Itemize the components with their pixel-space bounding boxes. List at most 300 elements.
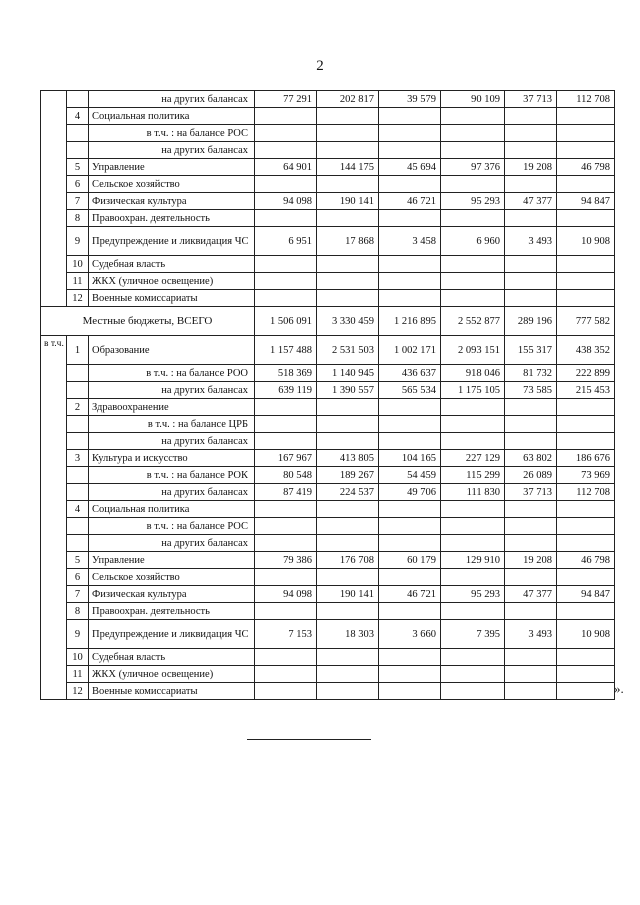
value-cell: 94 847 [557,586,615,603]
value-cell [557,108,615,125]
value-cell [441,142,505,159]
budget-table [40,90,615,700]
row-number: 12 [67,683,89,700]
value-cell: 190 141 [317,586,379,603]
value-cell: 80 548 [255,467,317,484]
value-cell [255,416,317,433]
value-cell: 1 390 557 [317,382,379,399]
value-cell [317,569,379,586]
value-cell: 1 002 171 [379,336,441,365]
value-cell [317,416,379,433]
row-label: на других балансах [89,535,255,552]
value-cell: 111 830 [441,484,505,501]
value-cell [255,603,317,620]
value-cell [505,125,557,142]
value-cell [505,142,557,159]
row-number: 7 [67,193,89,210]
value-cell: 186 676 [557,450,615,467]
row-label: в т.ч. : на балансе РОС [89,518,255,535]
value-cell: 19 208 [505,552,557,569]
value-cell [317,399,379,416]
value-cell: 565 534 [379,382,441,399]
row-number [67,484,89,501]
row-number: 5 [67,552,89,569]
value-cell [317,535,379,552]
value-cell: 94 098 [255,193,317,210]
value-cell [441,399,505,416]
value-cell [255,501,317,518]
value-cell [505,603,557,620]
value-cell [317,176,379,193]
table-row [41,603,615,620]
table-row [41,125,615,142]
value-cell: 97 376 [441,159,505,176]
value-cell: 37 713 [505,484,557,501]
table-row [41,666,615,683]
value-cell [557,666,615,683]
table-row [41,108,615,125]
table-row [41,552,615,569]
table-row [41,433,615,450]
value-cell: 79 386 [255,552,317,569]
value-cell [379,569,441,586]
value-cell [557,683,615,700]
value-cell [505,649,557,666]
value-cell: 46 721 [379,586,441,603]
row-label: Предупреждение и ликвидация ЧС [89,227,255,256]
end-divider-line [247,739,371,740]
value-cell: 73 969 [557,467,615,484]
table-row [41,227,615,256]
row-label: Военные комиссариаты [89,290,255,307]
row-label: Физическая культура [89,586,255,603]
value-cell: 222 899 [557,365,615,382]
value-cell [255,683,317,700]
value-cell: 215 453 [557,382,615,399]
value-cell [379,683,441,700]
value-cell [379,603,441,620]
value-cell [317,433,379,450]
table-row [41,620,615,649]
value-cell [441,683,505,700]
value-cell: 94 847 [557,193,615,210]
value-cell: 7 153 [255,620,317,649]
value-cell [441,256,505,273]
value-cell [379,256,441,273]
row-number [67,416,89,433]
row-label: на других балансах [89,484,255,501]
row-label: ЖКХ (уличное освещение) [89,666,255,683]
value-cell: 60 179 [379,552,441,569]
row-number: 1 [67,336,89,365]
value-cell: 190 141 [317,193,379,210]
table-row [41,176,615,193]
value-cell [505,416,557,433]
value-cell [441,433,505,450]
row-label: Судебная власть [89,649,255,666]
row-number: 10 [67,649,89,666]
value-cell [379,273,441,290]
value-cell: 47 377 [505,586,557,603]
value-cell: 63 802 [505,450,557,467]
row-label: Предупреждение и ликвидация ЧС [89,620,255,649]
row-label: Правоохран. деятельность [89,603,255,620]
value-cell: 436 637 [379,365,441,382]
value-cell [441,108,505,125]
value-cell: 7 395 [441,620,505,649]
value-cell [317,142,379,159]
row-label: Образование [89,336,255,365]
value-cell: 144 175 [317,159,379,176]
value-cell: 46 798 [557,159,615,176]
row-label: на других балансах [89,433,255,450]
table-row [41,416,615,433]
value-cell [557,273,615,290]
row-number [67,382,89,399]
value-cell [505,501,557,518]
row-number: 8 [67,603,89,620]
table-row [41,365,615,382]
value-cell: 73 585 [505,382,557,399]
value-cell: 104 165 [379,450,441,467]
row-number: 7 [67,586,89,603]
table-row [41,501,615,518]
value-cell: 18 303 [317,620,379,649]
value-cell [505,399,557,416]
row-label: Социальная политика [89,108,255,125]
value-cell: 90 109 [441,91,505,108]
row-label: в т.ч. : на балансе РОС [89,125,255,142]
row-label: в т.ч. : на балансе ЦРБ [89,416,255,433]
row-label: ЖКХ (уличное освещение) [89,273,255,290]
value-cell [505,210,557,227]
value-cell [379,125,441,142]
table-row [41,290,615,307]
value-cell [255,108,317,125]
table-row [41,399,615,416]
row-number: 11 [67,273,89,290]
value-cell: 639 119 [255,382,317,399]
value-cell [255,399,317,416]
table-row [41,450,615,467]
value-cell: 46 721 [379,193,441,210]
value-cell: 26 089 [505,467,557,484]
table-row [41,193,615,210]
value-cell: 6 960 [441,227,505,256]
table-row [41,273,615,290]
row-label: Военные комиссариаты [89,683,255,700]
row-number: 8 [67,210,89,227]
table-row [41,91,615,108]
value-cell [441,416,505,433]
row-number: 11 [67,666,89,683]
value-cell [505,433,557,450]
row-number [67,467,89,484]
table-row [41,535,615,552]
value-cell [441,569,505,586]
table-row [41,256,615,273]
value-cell [255,273,317,290]
value-cell: 49 706 [379,484,441,501]
value-cell [505,518,557,535]
value-cell [255,176,317,193]
value-cell [557,125,615,142]
row-number [67,535,89,552]
value-cell [441,649,505,666]
value-cell [255,518,317,535]
value-cell: 129 910 [441,552,505,569]
value-cell: 1 175 105 [441,382,505,399]
section-cell-top [41,91,67,307]
value-cell [505,108,557,125]
value-cell: 10 908 [557,227,615,256]
value-cell: 87 419 [255,484,317,501]
value-cell: 17 868 [317,227,379,256]
value-cell: 202 817 [317,91,379,108]
value-cell [255,142,317,159]
value-cell [441,176,505,193]
value-cell [255,666,317,683]
value-cell [505,569,557,586]
row-label: на других балансах [89,142,255,159]
value-cell: 413 805 [317,450,379,467]
value-cell [255,535,317,552]
value-cell: 227 129 [441,450,505,467]
value-cell: 2 093 151 [441,336,505,365]
value-cell [557,290,615,307]
total-value: 1 506 091 [255,307,317,336]
value-cell [379,518,441,535]
value-cell: 1 157 488 [255,336,317,365]
value-cell [255,649,317,666]
row-number: 9 [67,227,89,256]
value-cell: 54 459 [379,467,441,484]
row-label: Управление [89,552,255,569]
row-label: Правоохран. деятельность [89,210,255,227]
value-cell [317,108,379,125]
value-cell [255,256,317,273]
row-label: Физическая культура [89,193,255,210]
value-cell [317,210,379,227]
value-cell [505,176,557,193]
value-cell [505,290,557,307]
row-number [67,91,89,108]
value-cell: 918 046 [441,365,505,382]
total-row [41,307,615,336]
value-cell [441,210,505,227]
table-row [41,586,615,603]
row-number: 4 [67,108,89,125]
value-cell [379,399,441,416]
row-number: 2 [67,399,89,416]
total-value: 1 216 895 [379,307,441,336]
value-cell [505,666,557,683]
row-number: 6 [67,176,89,193]
value-cell [379,290,441,307]
value-cell: 95 293 [441,193,505,210]
value-cell: 3 660 [379,620,441,649]
value-cell [441,125,505,142]
value-cell [379,501,441,518]
value-cell [379,416,441,433]
row-label: Сельское хозяйство [89,176,255,193]
table-row [41,210,615,227]
row-label: на других балансах [89,91,255,108]
row-number: 12 [67,290,89,307]
value-cell [441,501,505,518]
value-cell [557,501,615,518]
value-cell: 1 140 945 [317,365,379,382]
value-cell [505,273,557,290]
value-cell: 518 369 [255,365,317,382]
value-cell: 77 291 [255,91,317,108]
value-cell [317,125,379,142]
row-label: Судебная власть [89,256,255,273]
value-cell [255,290,317,307]
row-label: Управление [89,159,255,176]
value-cell [317,649,379,666]
value-cell [255,569,317,586]
value-cell: 3 493 [505,620,557,649]
value-cell [557,210,615,227]
value-cell [317,518,379,535]
value-cell [505,256,557,273]
value-cell [379,666,441,683]
value-cell: 115 299 [441,467,505,484]
value-cell [317,290,379,307]
total-value: 3 330 459 [317,307,379,336]
row-label: на других балансах [89,382,255,399]
value-cell: 155 317 [505,336,557,365]
value-cell [557,518,615,535]
value-cell [317,666,379,683]
page-number: 2 [316,58,324,74]
value-cell [557,142,615,159]
value-cell [317,256,379,273]
value-cell [379,142,441,159]
value-cell: 45 694 [379,159,441,176]
row-number: 4 [67,501,89,518]
row-label: Здравоохранение [89,399,255,416]
value-cell [557,256,615,273]
table-row [41,484,615,501]
row-number [67,365,89,382]
value-cell [379,176,441,193]
row-number: 3 [67,450,89,467]
value-cell: 19 208 [505,159,557,176]
table-row [41,649,615,666]
row-number [67,142,89,159]
value-cell [255,210,317,227]
value-cell [557,603,615,620]
table-row [41,159,615,176]
value-cell [441,290,505,307]
value-cell [557,176,615,193]
table-row [41,336,615,365]
row-label: в т.ч. : на балансе РОК [89,467,255,484]
value-cell [505,535,557,552]
value-cell: 112 708 [557,484,615,501]
value-cell [441,666,505,683]
value-cell: 47 377 [505,193,557,210]
value-cell: 2 531 503 [317,336,379,365]
value-cell: 176 708 [317,552,379,569]
value-cell: 112 708 [557,91,615,108]
value-cell: 64 901 [255,159,317,176]
table-body [41,91,615,700]
row-number: 6 [67,569,89,586]
closing-quote: ». [614,681,624,696]
value-cell [255,125,317,142]
value-cell [317,501,379,518]
value-cell: 3 493 [505,227,557,256]
value-cell: 94 098 [255,586,317,603]
value-cell: 81 732 [505,365,557,382]
value-cell: 46 798 [557,552,615,569]
table-row [41,569,615,586]
value-cell: 438 352 [557,336,615,365]
value-cell [317,683,379,700]
value-cell: 39 579 [379,91,441,108]
value-cell [255,433,317,450]
value-cell [317,273,379,290]
table-row [41,142,615,159]
value-cell: 6 951 [255,227,317,256]
table-row [41,683,615,700]
row-number [67,125,89,142]
value-cell [379,210,441,227]
row-label: в т.ч. : на балансе РОО [89,365,255,382]
total-value: 289 196 [505,307,557,336]
value-cell [379,535,441,552]
value-cell [557,535,615,552]
value-cell: 167 967 [255,450,317,467]
total-value: 777 582 [557,307,615,336]
value-cell [317,603,379,620]
value-cell: 224 537 [317,484,379,501]
value-cell: 3 458 [379,227,441,256]
table-row [41,518,615,535]
total-label: Местные бюджеты, ВСЕГО [41,307,255,336]
value-cell [557,433,615,450]
table-row [41,467,615,484]
row-number: 9 [67,620,89,649]
row-label: Социальная политика [89,501,255,518]
value-cell [557,569,615,586]
value-cell: 37 713 [505,91,557,108]
section-label: в т.ч. [41,336,67,700]
value-cell: 95 293 [441,586,505,603]
row-number [67,433,89,450]
value-cell [505,683,557,700]
total-value: 2 552 877 [441,307,505,336]
value-cell [379,433,441,450]
row-number: 10 [67,256,89,273]
row-number [67,518,89,535]
value-cell [557,399,615,416]
value-cell: 10 908 [557,620,615,649]
row-label: Сельское хозяйство [89,569,255,586]
value-cell: 189 267 [317,467,379,484]
value-cell [441,603,505,620]
table-row [41,382,615,399]
value-cell [557,416,615,433]
value-cell [441,273,505,290]
value-cell [557,649,615,666]
value-cell [379,108,441,125]
value-cell [441,535,505,552]
row-label: Культура и искусство [89,450,255,467]
